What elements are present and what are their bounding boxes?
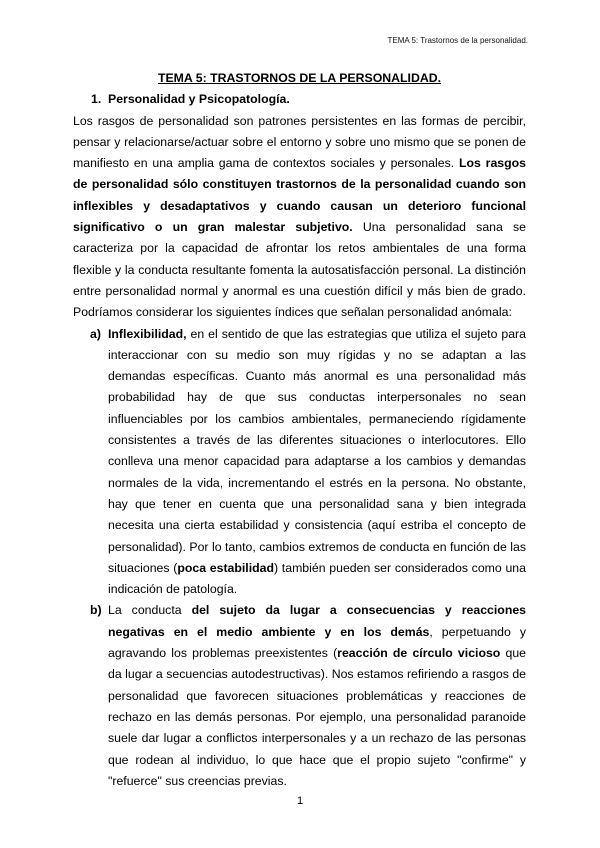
list-item-a [73,324,526,601]
document-title: TEMA 5: TRASTORNOS DE LA PERSONALIDAD. [157,71,442,85]
item-bold-mid: poca estabilidad [177,560,274,575]
intro-text-rest: Una personalidad sana se caracteriza por la capacidad de afrontar los retos ambientales de una forma flexible y la conducta resultante fomenta la autosatisfacción personal. La distinción entre personalidad normal y anormal es una cuestión difícil y más bien de grado. Podríamos considerar los siguientes índices que señalan personalidad anómala: [73,220,526,320]
intro-bold-text: Los rasgos de personalidad sólo constituyen trastornos de la personalidad cuando son inflexibles y desadaptativos y cuando causan un deterioro funcional significativo o un gran malestar subjetivo. [73,156,526,235]
document-body [73,68,526,792]
list-marker: b) [90,603,102,618]
section-title: Personalidad y Psicopatología. [108,92,290,107]
item-bold-lead: Inflexibilidad, [108,326,187,341]
item-bold-mid: reacción de círculo vicioso [337,646,501,661]
item-bold-lead: del sujeto da lugar a consecuencias y reacciones negativas en el medio ambiente y en los demás [108,603,527,639]
item-text: en el sentido de que las estrategias que utiliza el sujeto para interaccionar con su medio son muy rígidas y no se adaptan a las demandas específicas. Cuanto más anormal es una personalidad más probabilidad hay de que sus conductas interpersonales no sean influenciables por los cambios ambientales, permaneciendo rígidamente consistentes a través de las diferentes situaciones o interlocutores. Ello conlleva una menor capacidad para adaptarse a los cambios y demandas normales de la vida, incrementando el estrés en la persona. No obstante, hay que tener en cuenta que una personalidad sana y bien integrada necesita una cierta estabilidad y consistencia (aquí estriba el concepto de personalidad). Por lo tanto, cambios extremos de conducta en función de las situaciones ( [108,326,526,575]
section-heading [73,89,526,110]
intro-text: Los rasgos de personalidad son patrones persistentes en las formas de percibir, pensar y relacionarse/actuar sobre el entorno y sobre uno mismo que se ponen de manifiesto en una amplia gama de contextos sociales y personales. [73,113,526,171]
item-text-end: ) también pueden ser considerados como una indicación de patología. [108,560,526,597]
item-text-end: que da lugar a secuencias autodestructivas). Nos estamos refiriendo a rasgos de personalidad que favorecen situaciones problemáticas y reacciones de rechazo en las demás personas. Por ejemplo, una personalidad paranoide suele dar lugar a conflictos interpersonales y a un rechazo de las personas que rodean al individuo, lo que hace que el propio sujeto "confirme" y "refuerce" sus creencias previas. [108,646,526,788]
item-lead: La conducta [108,603,192,618]
intro-paragraph [73,111,526,324]
section-number: 1. [91,92,102,107]
page-number: 1 [296,795,304,807]
list-item-b [73,600,526,792]
item-text: , perpetuando y agravando los problemas preexistentes ( [108,624,526,661]
list-marker: a) [90,326,101,341]
running-header: TEMA 5: Trastornos de la personalidad. [387,36,528,45]
